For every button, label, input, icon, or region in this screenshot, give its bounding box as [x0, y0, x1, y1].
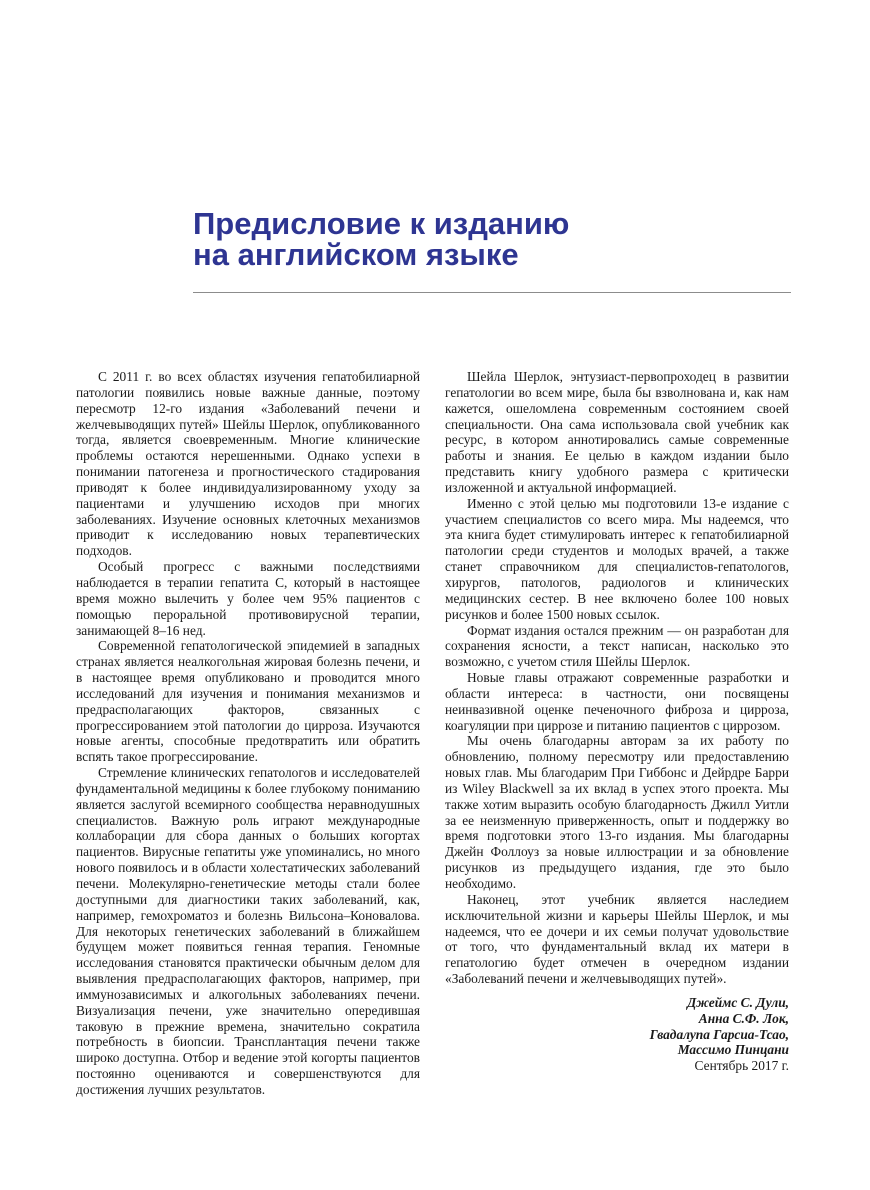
- paragraph: Особый прогресс с важными последствиями наблюдается в терапии гепатита С, который в настоящее время можно вылечить у более чем 95% пациентов с помощью пероральной противовирусной терапии, занимающей 8–16 нед.: [76, 559, 420, 638]
- signature-author: Массимо Пинцани: [677, 1042, 789, 1058]
- page-title-line-2: на английском языке: [193, 237, 519, 272]
- paragraph: Стремление клинических гепатологов и исследователей фундаментальной медицины к более глубокому пониманию является заслугой всемирного сообщества неравнодушных специалистов. Важную роль играют международные коллаборации для сбора данных о больших когортах пациентов. Вирусные гепатиты уже упоминались, но много нового появилось и в области холестатических заболеваний печени. Молекулярно-генетические методы стали более доступными для диагностики таких заболеваний, как, например, гемохроматоз и болезнь Вильсона–Коновалова. Для некоторых генетических заболеваний в ближайшем будущем может появиться генная терапия. Геномные исследования становятся практически обычным делом для выявления предрасполагающих факторов, например, при иммунозависимых и алкогольных заболеваниях печени. Визуализация печени, уже значительно опередившая таковую в прежние времена, значительно сократила потребность в биопсии. Трансплантация печени также широко доступна. Отбор и ведение этой когорты пациентов постоянно оцениваются и совершенствуются для достижения лучших результатов.: [76, 765, 420, 1097]
- paragraph: Именно с этой целью мы подготовили 13-е издание с участием специалистов со всего мира. Мы надеемся, что эта книга будет стимулировать интерес к гепатобилиарной патологии среди студентов и молодых врачей, а также станет справочником для специалистов-гепатологов, хирургов, патологов, радиологов и клинических медицинских сестер. В нее включено более 100 новых рисунков и более 1500 новых ссылок.: [445, 495, 789, 622]
- title-divider: [193, 292, 791, 293]
- paragraph: Формат издания остался прежним — он разработан для сохранения ясности, а текст написан, насколько это возможно, с учетом стиля Шейлы Шерлок.: [445, 622, 789, 670]
- paragraph: Шейла Шерлок, энтузиаст-первопроходец в развитии гепатологии во всем мире, была бы взволнована и, как нам кажется, ошеломлена современным состоянием своей специальности. Она сама использовала свой учебник как ресурс, в котором аннотировались самые современные работы и знания. Ее целью в каждом издании было представить книгу удобного размера с критически изложенной и актуальной информацией.: [445, 369, 789, 495]
- paragraph: Новые главы отражают современные разработки и области интереса: в частности, они посвящены неинвазивной оценке печеночного фиброза и цирроза, коагуляции при циррозе и питанию пациентов с циррозом.: [445, 670, 789, 733]
- paragraph: Мы очень благодарны авторам за их работу по обновлению, полному пересмотру или предоставлению новых глав. Мы благодарим При Гиббонс и Дейрдре Барри из Wiley Blackwell за их вклад в успех этого проекта. Мы также хотим выразить особую благодарность Джилл Уитли за ее неизменную приверженность, опыт и поддержку во время подготовки этого 13-го издания. Мы благодарны Джейн Фоллоуз за новые иллюстрации и за обновление рисунков из предыдущего издания, где это было необходимо.: [445, 733, 789, 891]
- signature-author: Гвадалупа Гарсиа-Тсао,: [649, 1026, 789, 1042]
- signature-author: Анна С.Ф. Лок,: [698, 1010, 789, 1026]
- signature-block: [445, 995, 789, 1074]
- paragraph: С 2011 г. во всех областях изучения гепатобилиарной патологии появились новые важные данные, поэтому пересмотр 12-го издания «Заболеваний печени и желчевыводящих путей» Шейлы Шерлок, опубликованного тогда, является своевременным. Многие клинические проблемы остаются нерешенными. Однако успехи в понимании патогенеза и прогностического стадирования приводят к более индивидуализированному уходу за пациентами и улучшению исходов при многих заболеваниях. Изучение основных клеточных механизмов приводит к исследованию новых терапевтических подходов.: [76, 369, 420, 559]
- left-column: [76, 369, 420, 1098]
- page-title: [193, 208, 793, 270]
- paragraph: Наконец, этот учебник является наследием исключительной жизни и карьеры Шейлы Шерлок, и мы надеемся, что ее дочери и их семьи получат удовольствие от того, что фундаментальный вклад их матери в гепатологию будет отмечен в очередном издании «Заболеваний печени и желчевыводящих путей».: [445, 891, 789, 987]
- paragraph: Современной гепатологической эпидемией в западных странах является неалкогольная жировая болезнь печени, и в настоящее время опубликовано и проводится много исследований для изучения и понимания механизмов и предрасполагающих факторов, связанных с прогрессированием этой патологии до цирроза. Изучаются новые агенты, способные предотвратить или обратить вспять такое прогрессирование.: [76, 638, 420, 765]
- right-column: [445, 369, 789, 1074]
- page-title-line-1: Предисловие к изданию: [193, 206, 570, 241]
- signature-date: Сентябрь 2017 г.: [694, 1058, 789, 1074]
- signature-author: Джеймс С. Дули,: [687, 994, 789, 1010]
